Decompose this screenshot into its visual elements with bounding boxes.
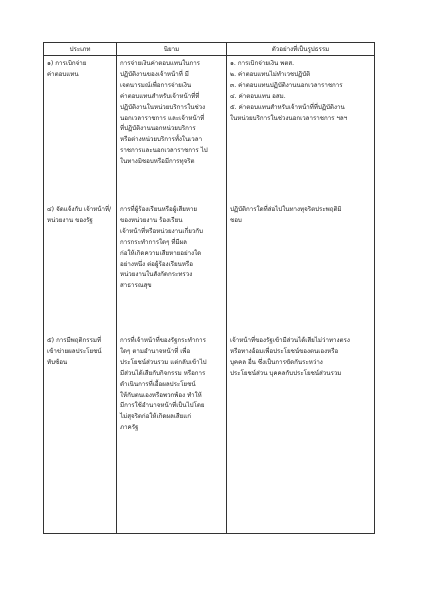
definition-line: มีการใช้อำนาจหน้าที่เป็นไปโดย (120, 402, 205, 410)
definition-line: อย่างหนึ่ง ต่อผู้ร้องเรียนหรือ (120, 260, 193, 268)
example-cell (227, 202, 375, 333)
type-line: ทับซ้อน (47, 358, 68, 366)
example-line: ๒. ค่าตอบแทนไม่ทำเวชปฏิบัติ (230, 70, 311, 78)
definition-line: การกระทำการใดๆ ที่มีผล (120, 238, 187, 246)
type-cell (44, 56, 117, 203)
definition-table (43, 42, 375, 534)
definition-line: มีส่วนได้เสียกับกิจกรรม หรือการ (120, 369, 206, 377)
definition-line: หรือต่างหน่วยบริการทั้งในเวลา (120, 136, 203, 144)
table-header-row (44, 43, 375, 56)
definition-line: ปฏิบัติงานของเจ้าหน้าที่ มี (120, 70, 189, 78)
definition-line: สาธารณสุข (120, 282, 152, 290)
definition-cell (117, 333, 227, 534)
definition-line: ดำเนินการที่เอื้อผลประโยชน์ (120, 380, 196, 388)
definition-line: เจตนารมณ์เพื่อการจ่ายเงิน (120, 81, 192, 89)
example-line: ประโยชน์ส่วน บุคคลกับประโยชน์ส่วนรวม (230, 369, 342, 377)
example-cell (227, 56, 375, 203)
definition-line: ปฏิบัติงานในหน่วยบริการในช่วง (120, 103, 206, 111)
type-cell (44, 333, 117, 534)
header-example: ตัวอย่างที่เป็นรูปธรรม (227, 43, 375, 56)
example-line: ปฏิบัติการใดที่ส่อไปในทางทุจริตประพฤติมิ (230, 206, 342, 213)
example-line: เจ้าหน้าที่ของรัฐเข้ามีส่วนได้เสียไม่ว่าทางตรง (230, 337, 350, 344)
example-cell (227, 333, 375, 534)
definition-line: นอกเวลาราชการ และเจ้าหน้าที่ (120, 114, 205, 122)
example-line: ชอบ (230, 216, 242, 224)
definition-line: การจ่ายเงินค่าตอบแทนในการ (120, 60, 201, 67)
example-line: ๓. ค่าตอบแทนปฏิบัติงานนอกเวลาราชการ (230, 81, 343, 89)
definition-line: การที่ผู้ร้องเรียนหรือผู้เสียหาย (120, 206, 198, 213)
definition-line: ใดๆ ตามอำนาจหน้าที่ เพื่อ (120, 347, 191, 355)
type-line: เข้าข่ายผลประโยชน์ (47, 347, 102, 355)
type-cell (44, 202, 117, 333)
definition-line: เจ้าหน้าที่หรือหน่วยงานเกี่ยวกับ (120, 227, 203, 235)
type-line: ๔) จัดแจ้งกับ เจ้าหน้าที่/ (47, 206, 112, 213)
definition-line: การที่เจ้าหน้าที่ของรัฐกระทำการ (120, 337, 206, 344)
definition-line: หน่วยงานในสังกัดกระทรวง (120, 271, 193, 279)
definition-line: ไม่สุจริตก่อให้เกิดผลเสียแก่ (120, 413, 192, 421)
definition-line: ในทางมิชอบหรือมีการทุจริต (120, 158, 195, 166)
example-line: ๑. การเบิกจ่ายเงิน พตส. (230, 60, 295, 67)
example-line: ๔. ค่าตอบแทน อสม. (230, 92, 286, 100)
table-row (44, 202, 375, 333)
table-row (44, 56, 375, 203)
definition-line: ของหน่วยงาน ร้องเรียน (120, 216, 183, 224)
type-line: หน่วยงาน ของรัฐ (47, 216, 93, 224)
example-line: หรือทางอ้อมเพื่อประโยชน์ของตนเองหรือ (230, 347, 339, 355)
type-line: ๑) การเบิกจ่าย (47, 60, 87, 67)
type-line: ค่าตอบแทน (47, 70, 79, 78)
definition-line: ประโยชน์ส่วนรวม แต่กลับเข้าไป (120, 358, 207, 366)
definition-cell (117, 56, 227, 203)
type-line: ๕) การมีพฤติกรรมที่ (47, 337, 102, 344)
example-line: ในหน่วยบริการในช่วงนอกเวลาราชการ ฯลฯ (230, 114, 348, 122)
definition-line: ก่อให้เกิดความเสียหายอย่างใด (120, 249, 202, 257)
example-line: บุคคล อื่น ซึ่งเป็นการขัดกันระหว่าง (230, 358, 323, 366)
definition-line: ให้กับตนเองหรือพวกพ้อง ทำให้ (120, 391, 202, 399)
header-definition: นิยาม (117, 43, 227, 56)
definition-line: ราชการและนอกเวลาราชการ ไป (120, 147, 208, 155)
header-type: ประเภท (44, 43, 117, 56)
definition-line: ค่าตอบแทนสำหรับเจ้าหน้าที่ที่ (120, 92, 200, 100)
definition-line: ที่ปฏิบัติงานนอกหน่วยบริการ (120, 125, 196, 133)
table-row (44, 333, 375, 534)
definition-cell (117, 202, 227, 333)
definition-line: ภาครัฐ (120, 424, 139, 432)
example-line: ๕. ค่าตอบแทนสำหรับเจ้าหน้าที่ที่ปฏิบัติงาน (230, 103, 345, 111)
